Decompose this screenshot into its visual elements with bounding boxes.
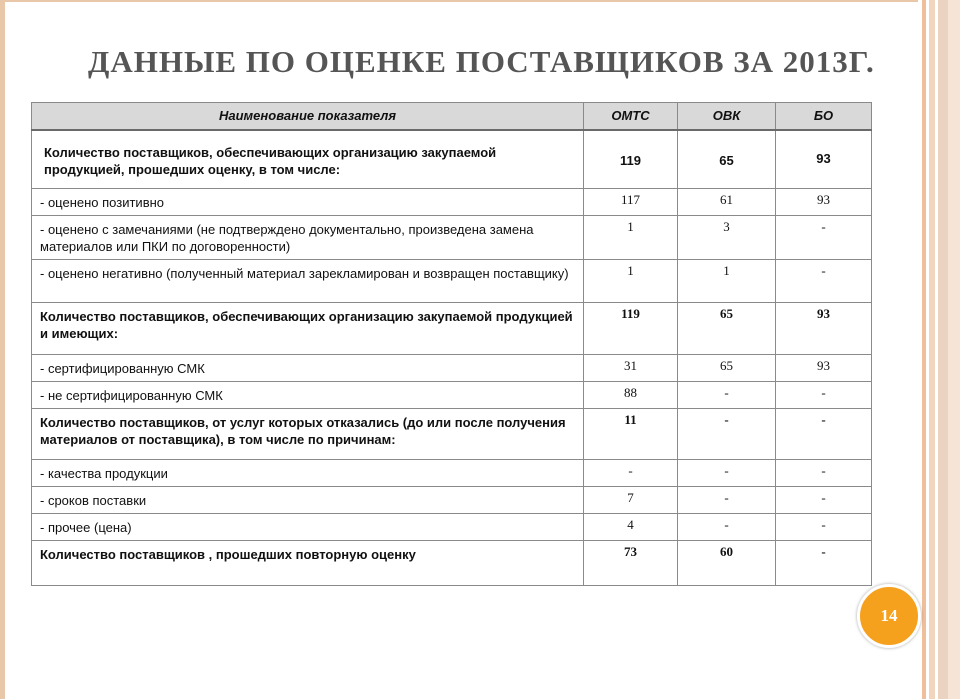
cell-bo: - — [776, 382, 872, 409]
cell-omts: 119 — [584, 303, 678, 355]
slide-title: ДАННЫЕ ПО ОЦЕНКЕ ПОСТАВЩИКОВ ЗА 2013Г. — [88, 44, 875, 79]
cell-omts: 88 — [584, 382, 678, 409]
row-label: - оценено негативно (полученный материал зарекламирован и возвращен поставщику) — [32, 260, 584, 303]
table-row — [32, 303, 872, 355]
cell-ovk: 65 — [678, 355, 776, 382]
slide-top-border — [5, 0, 925, 2]
cell-ovk: 65 — [678, 130, 776, 189]
row-label: - прочее (цена) — [32, 514, 584, 541]
cell-omts: 31 — [584, 355, 678, 382]
table-row — [32, 514, 872, 541]
table-row — [32, 355, 872, 382]
row-label: Количество поставщиков, от услуг которых отказались (до или после получения материалов от поставщика), в том числе по причинам: — [32, 409, 584, 460]
table-row — [32, 460, 872, 487]
cell-omts: 117 — [584, 189, 678, 216]
cell-ovk: - — [678, 460, 776, 487]
row-label: - оценено позитивно — [32, 189, 584, 216]
cell-omts: 73 — [584, 541, 678, 586]
row-label: Количество поставщиков, обеспечивающих организацию закупаемой продукцией, прошедших оценку, в том числе: — [32, 130, 584, 189]
cell-bo: 93 — [776, 303, 872, 355]
supplier-evaluation-table — [31, 102, 872, 586]
cell-ovk: 3 — [678, 216, 776, 260]
row-label: - оценено с замечаниями (не подтверждено документально, произведена замена материалов или ПКИ по договоренности) — [32, 216, 584, 260]
cell-omts: 1 — [584, 260, 678, 303]
table-header-row — [32, 103, 872, 130]
header-bo: БО — [776, 103, 872, 130]
table-row — [32, 260, 872, 303]
cell-bo: - — [776, 260, 872, 303]
cell-ovk: 61 — [678, 189, 776, 216]
cell-omts: 4 — [584, 514, 678, 541]
cell-ovk: - — [678, 514, 776, 541]
cell-ovk: 65 — [678, 303, 776, 355]
cell-omts: 1 — [584, 216, 678, 260]
row-label: - сертифицированную СМК — [32, 355, 584, 382]
table-row — [32, 216, 872, 260]
decorative-stripes — [918, 0, 960, 699]
cell-bo: 93 — [776, 189, 872, 216]
header-ovk: ОВК — [678, 103, 776, 130]
cell-bo: - — [776, 409, 872, 460]
row-label: Количество поставщиков , прошедших повторную оценку — [32, 541, 584, 586]
cell-ovk: - — [678, 382, 776, 409]
cell-ovk: - — [678, 409, 776, 460]
cell-bo: - — [776, 487, 872, 514]
table-row — [32, 130, 872, 189]
slide-number-badge: 14 — [857, 584, 921, 648]
cell-bo: - — [776, 216, 872, 260]
row-label: - качества продукции — [32, 460, 584, 487]
header-indicator-name: Наименование показателя — [32, 103, 584, 130]
table-row — [32, 189, 872, 216]
table-row — [32, 487, 872, 514]
cell-omts: 119 — [584, 130, 678, 189]
cell-ovk: - — [678, 487, 776, 514]
cell-omts: - — [584, 460, 678, 487]
cell-bo: - — [776, 514, 872, 541]
table-row — [32, 409, 872, 460]
cell-ovk: 60 — [678, 541, 776, 586]
cell-bo: - — [776, 460, 872, 487]
slide-left-border — [0, 0, 5, 699]
cell-omts: 7 — [584, 487, 678, 514]
row-label: - не сертифицированную СМК — [32, 382, 584, 409]
cell-bo: 93 — [776, 130, 872, 189]
cell-bo: 93 — [776, 355, 872, 382]
header-omts: ОМТС — [584, 103, 678, 130]
cell-ovk: 1 — [678, 260, 776, 303]
row-label: - сроков поставки — [32, 487, 584, 514]
row-label: Количество поставщиков, обеспечивающих организацию закупаемой продукцией и имеющих: — [32, 303, 584, 355]
table-row — [32, 382, 872, 409]
cell-omts: 11 — [584, 409, 678, 460]
table-row — [32, 541, 872, 586]
cell-bo: - — [776, 541, 872, 586]
